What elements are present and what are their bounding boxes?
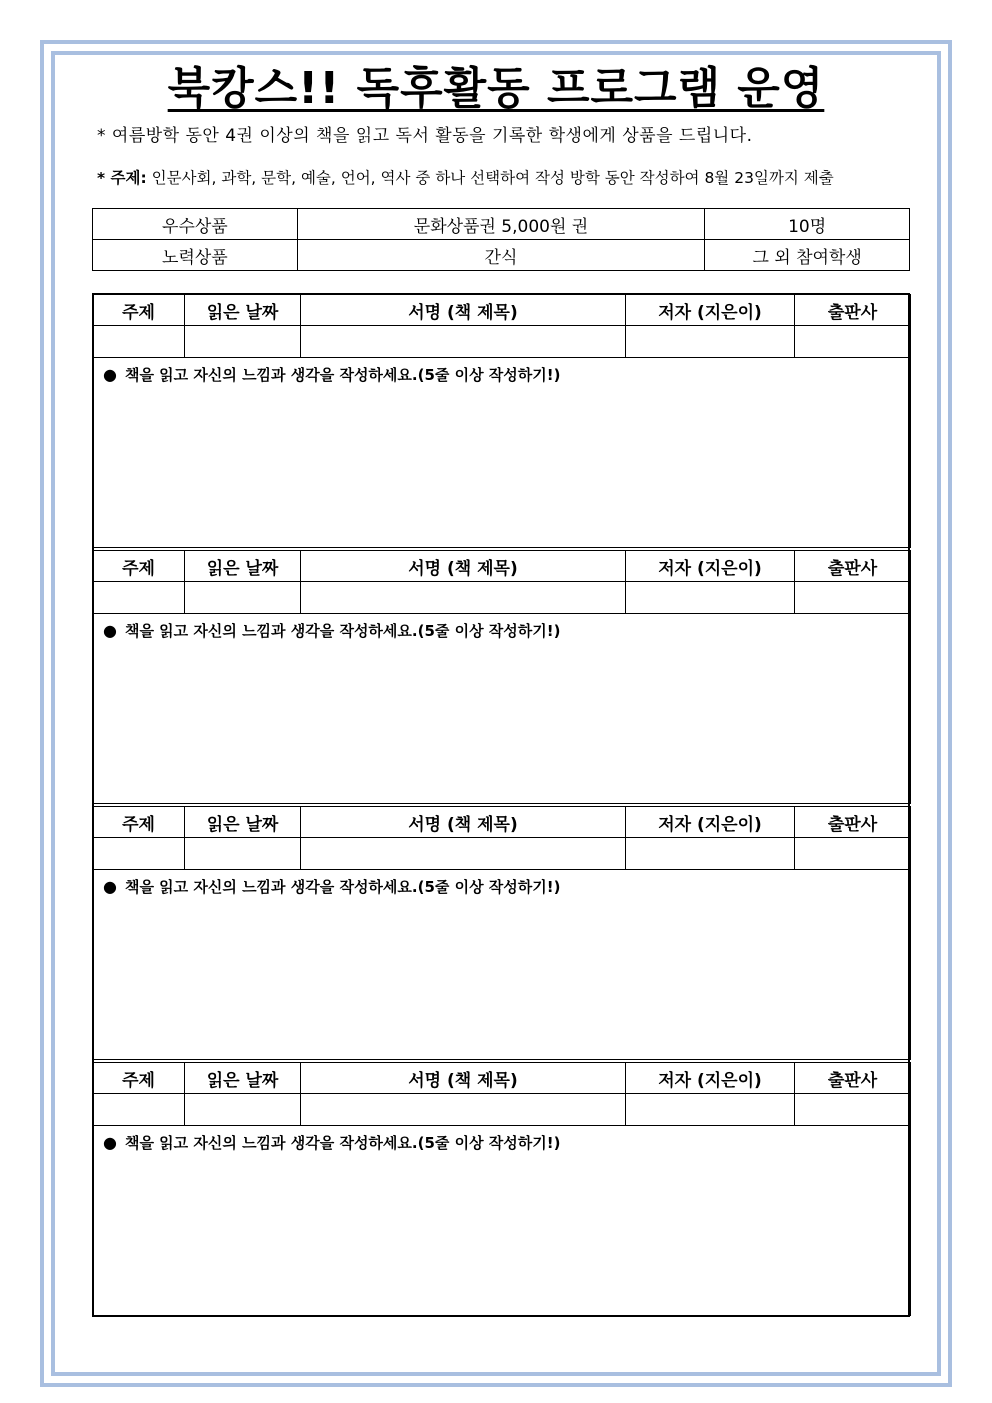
topic-label: * 주제:: [97, 169, 147, 187]
header-topic: 주제: [93, 807, 185, 838]
book-title-cell[interactable]: [301, 326, 626, 358]
prize-name: 노력상품: [93, 240, 298, 271]
bullet-icon: ●: [103, 621, 117, 640]
reading-record-3: [92, 806, 911, 1060]
prize-target: 그 외 참여학생: [705, 240, 910, 271]
reflection-area[interactable]: [93, 1126, 911, 1316]
reflection-prompt-text: 책을 읽고 자신의 느낌과 생각을 작성하세요.(5줄 이상 작성하기!): [124, 1134, 561, 1152]
publisher-cell[interactable]: [795, 838, 911, 870]
topic-cell[interactable]: [93, 1094, 185, 1126]
header-book-title: 서명 (책 제목): [301, 551, 626, 582]
reflection-prompt: [93, 870, 910, 897]
topic-cell[interactable]: [93, 326, 185, 358]
header-date: 읽은 날짜: [185, 551, 301, 582]
topic-cell[interactable]: [93, 582, 185, 614]
header-publisher: 출판사: [795, 295, 911, 326]
reading-record-1: [92, 294, 911, 548]
prize-row: [93, 209, 910, 240]
bullet-icon: ●: [103, 365, 117, 384]
reflection-prompt: [93, 358, 910, 385]
publisher-cell[interactable]: [795, 582, 911, 614]
author-cell[interactable]: [626, 326, 795, 358]
prize-reward: 문화상품권 5,000원 권: [297, 209, 705, 240]
date-cell[interactable]: [185, 1094, 301, 1126]
header-topic: 주제: [93, 551, 185, 582]
header-topic: 주제: [93, 1063, 185, 1094]
header-date: 읽은 날짜: [185, 1063, 301, 1094]
reading-record-4: [92, 1062, 911, 1316]
prize-reward: 간식: [297, 240, 705, 271]
reflection-prompt-text: 책을 읽고 자신의 느낌과 생각을 작성하세요.(5줄 이상 작성하기!): [124, 366, 561, 384]
header-publisher: 출판사: [795, 551, 911, 582]
header-author: 저자 (지은이): [626, 1063, 795, 1094]
header-book-title: 서명 (책 제목): [301, 1063, 626, 1094]
prize-target: 10명: [705, 209, 910, 240]
header-date: 읽은 날짜: [185, 807, 301, 838]
book-title-cell[interactable]: [301, 582, 626, 614]
topic-cell[interactable]: [93, 838, 185, 870]
book-title-cell[interactable]: [301, 1094, 626, 1126]
publisher-cell[interactable]: [795, 1094, 911, 1126]
prize-name: 우수상품: [93, 209, 298, 240]
reflection-prompt: [93, 614, 910, 641]
header-publisher: 출판사: [795, 1063, 911, 1094]
topic-text: 인문사회, 과학, 문학, 예술, 언어, 역사 중 하나 선택하여 작성 방학 동안 작성하여 8월 23일까지 제출: [151, 169, 834, 187]
reflection-area[interactable]: [93, 614, 911, 804]
author-cell[interactable]: [626, 1094, 795, 1126]
topic-line: [97, 166, 834, 190]
author-cell[interactable]: [626, 838, 795, 870]
header-author: 저자 (지은이): [626, 295, 795, 326]
reading-record-2: [92, 550, 911, 804]
date-cell[interactable]: [185, 838, 301, 870]
reflection-area[interactable]: [93, 358, 911, 548]
reflection-prompt: [93, 1126, 910, 1153]
header-author: 저자 (지은이): [626, 551, 795, 582]
date-cell[interactable]: [185, 326, 301, 358]
bullet-icon: ●: [103, 877, 117, 896]
header-date: 읽은 날짜: [185, 295, 301, 326]
header-author: 저자 (지은이): [626, 807, 795, 838]
publisher-cell[interactable]: [795, 326, 911, 358]
intro-text: * 여름방학 동안 4권 이상의 책을 읽고 독서 활동을 기록한 학생에게 상품을 드립니다.: [97, 126, 753, 146]
book-title-cell[interactable]: [301, 838, 626, 870]
header-publisher: 출판사: [795, 807, 911, 838]
header-book-title: 서명 (책 제목): [301, 807, 626, 838]
page-title: 북캉스!! 독후활동 프로그램 운영: [167, 63, 825, 114]
header-topic: 주제: [93, 295, 185, 326]
date-cell[interactable]: [185, 582, 301, 614]
prize-row: [93, 240, 910, 271]
bullet-icon: ●: [103, 1133, 117, 1152]
prize-table: [92, 208, 910, 271]
author-cell[interactable]: [626, 582, 795, 614]
reflection-prompt-text: 책을 읽고 자신의 느낌과 생각을 작성하세요.(5줄 이상 작성하기!): [124, 878, 561, 896]
reflection-area[interactable]: [93, 870, 911, 1060]
reflection-prompt-text: 책을 읽고 자신의 느낌과 생각을 작성하세요.(5줄 이상 작성하기!): [124, 622, 561, 640]
header-book-title: 서명 (책 제목): [301, 295, 626, 326]
